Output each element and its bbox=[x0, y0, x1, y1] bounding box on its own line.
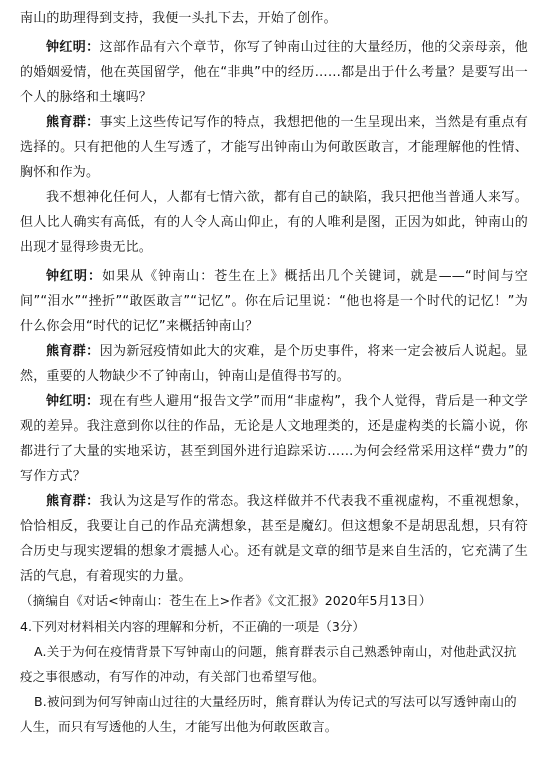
option-a: A.关于为何在疫情背景下写钟南山的问题，熊育群表示自己熟悉钟南山，对他赴武汉抗疫之事很感动，有写作的冲动，有关部门也希望写他。 bbox=[20, 644, 517, 684]
paragraph-text: 南山的助理得到支持，我便一头扎下去，开始了创作。 bbox=[20, 11, 337, 26]
paragraph-8 bbox=[20, 489, 528, 589]
speaker-label: 钟红明： bbox=[46, 269, 103, 284]
paragraph-1 bbox=[20, 6, 528, 31]
question-stem: 4.下列对材料相关内容的理解和分析，不正确的一项是（3分） bbox=[20, 619, 365, 634]
speaker-label: 熊育群： bbox=[46, 344, 100, 359]
paragraph-3 bbox=[20, 110, 528, 185]
paragraph-7 bbox=[20, 389, 528, 489]
option-b: B.被问到为何写钟南山过往的大量经历时，熊育群认为传记式的写法可以写透钟南山的人生，而只有写透他的人生，才能写出他为何敢医敢言。 bbox=[20, 694, 517, 734]
paragraph-text: 我不想神化任何人，人都有七情六欲，都有自己的缺陷，我只把他当普通人来写。但人比人确实有高低，有的人令人高山仰止，有的人唯利是图，正因为如此，钟南山的出现才显得珍贵无比。 bbox=[20, 190, 528, 255]
paragraph-text: 现在有些人避用“报告文学”而用“非虚构”，我个人觉得，背后是一种文学观的差异。我注意到你以往的作品，无论是人文地理类的，还是虚构类的长篇小说，你都进行了大量的实地采访，甚至到国外进行追踪采访……为何会经常采用这样“费力”的写作方式？ bbox=[20, 394, 528, 484]
speaker-label: 钟红明： bbox=[46, 394, 100, 409]
paragraph-2 bbox=[20, 35, 528, 110]
paragraph-5 bbox=[20, 264, 528, 339]
paragraph-text: 如果从《钟南山：苍生在上》概括出几个关键词，就是——“时间与空间”“泪水”“挫折”“敢医敢言”“记忆”。你在后记里说：“他也将是一个时代的记忆！”为什么你会用“时代的记忆”来概括钟南山？ bbox=[20, 269, 528, 334]
source-citation: （摘编自《对话<钟南山：苍生在上>作者》《文汇报》2020年5月13日） bbox=[20, 593, 432, 608]
speaker-label: 钟红明： bbox=[46, 40, 100, 55]
paragraph-text: 我认为这是写作的常态。我这样做并不代表我不重视虚构，不重视想象，恰恰相反，我要让自己的作品充满想象，甚至是魔幻。但这想象不是胡思乱想，只有符合历史与现实逻辑的想象才震撼人心。还有就是文章的细节是来自生活的，它充满了生活的气息，有着现实的力量。 bbox=[20, 494, 528, 584]
paragraph-text: 因为新冠疫情如此大的灾难，是个历史事件，将来一定会被后人说起。显然，重要的人物缺少不了钟南山，钟南山是值得书写的。 bbox=[20, 344, 528, 384]
paragraph-text: 这部作品有六个章节，你写了钟南山过往的大量经历，他的父亲母亲，他的婚姻爱情，他在英国留学，他在“非典”中的经历……都是出于什么考量？是要写出一个人的脉络和土壤吗？ bbox=[20, 40, 528, 105]
paragraph-text: 事实上这些传记写作的特点，我想把他的一生呈现出来，当然是有重点有选择的。只有把他的人生写透了，才能写出钟南山为何敢医敢言，才能理解他的性情、胸怀和作为。 bbox=[20, 115, 528, 180]
paragraph-6 bbox=[20, 339, 528, 389]
paragraph-4 bbox=[20, 185, 528, 260]
speaker-label: 熊育群： bbox=[46, 115, 100, 130]
speaker-label: 熊育群： bbox=[46, 494, 100, 509]
